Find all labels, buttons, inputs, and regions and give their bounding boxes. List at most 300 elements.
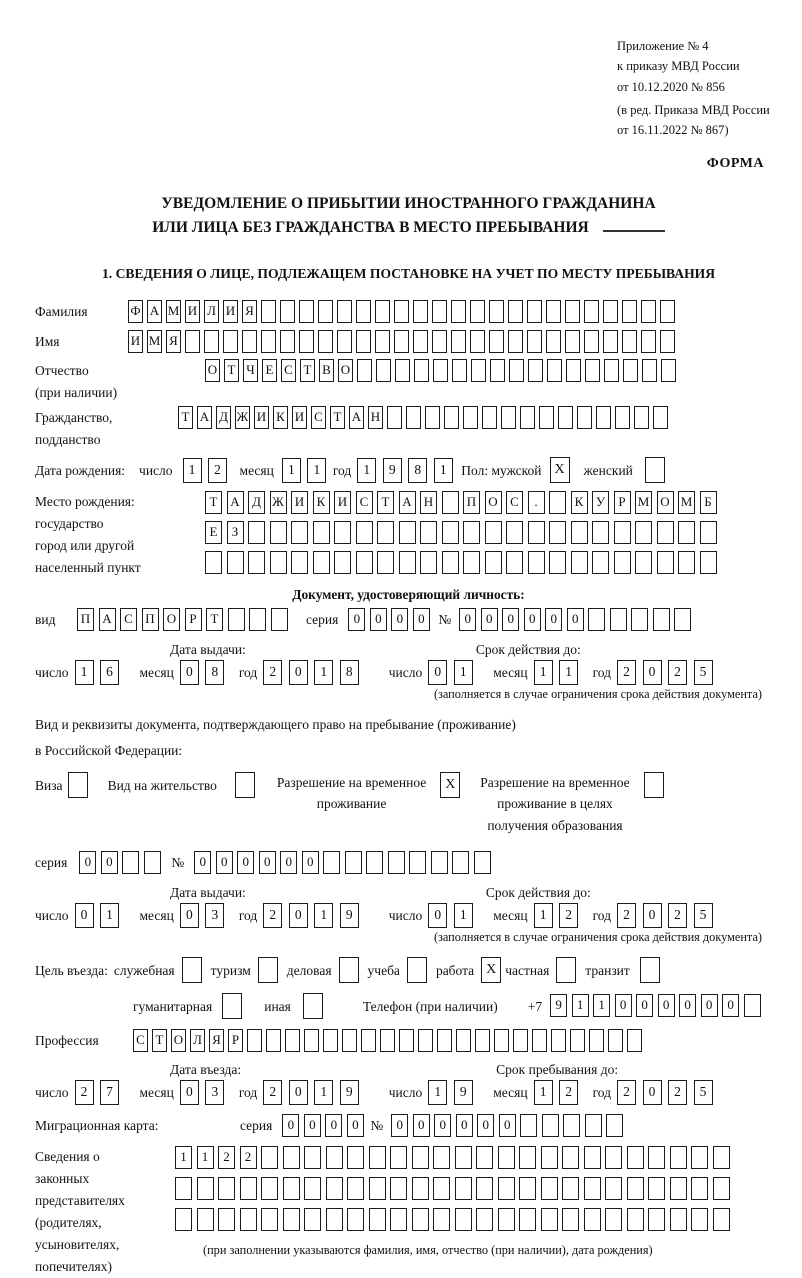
- checkbox-cell[interactable]: X: [550, 457, 570, 483]
- char-cell[interactable]: [451, 330, 466, 353]
- char-cell[interactable]: [661, 359, 676, 382]
- char-cell[interactable]: В: [319, 359, 334, 382]
- purpose-other-checkbox[interactable]: [303, 993, 323, 1019]
- char-cell[interactable]: М: [147, 330, 162, 353]
- char-cell[interactable]: [412, 1146, 429, 1169]
- char-cell[interactable]: [347, 1208, 364, 1231]
- char-cell[interactable]: 1: [314, 1080, 333, 1105]
- char-cell[interactable]: 3: [205, 903, 224, 928]
- char-cell[interactable]: А: [147, 300, 162, 323]
- char-cell[interactable]: [455, 1177, 472, 1200]
- char-cell[interactable]: [412, 1208, 429, 1231]
- char-cell[interactable]: [519, 1208, 536, 1231]
- char-cell[interactable]: [562, 1146, 579, 1169]
- char-cell[interactable]: [369, 1177, 386, 1200]
- char-cell[interactable]: [455, 1146, 472, 1169]
- visa-checkbox[interactable]: [68, 772, 88, 798]
- entry-day-cells[interactable]: [75, 1080, 126, 1105]
- char-cell[interactable]: [563, 1114, 580, 1137]
- char-cell[interactable]: [648, 1208, 665, 1231]
- char-cell[interactable]: У: [592, 491, 609, 514]
- char-cell[interactable]: [608, 1029, 623, 1052]
- char-cell[interactable]: 0: [237, 851, 254, 874]
- char-cell[interactable]: [285, 1029, 300, 1052]
- char-cell[interactable]: 2: [263, 1080, 282, 1105]
- char-cell[interactable]: [442, 491, 459, 514]
- char-cell[interactable]: [326, 1146, 343, 1169]
- char-cell[interactable]: [527, 330, 542, 353]
- char-cell[interactable]: Д: [216, 406, 231, 429]
- char-cell[interactable]: К: [273, 406, 288, 429]
- char-cell[interactable]: [549, 491, 566, 514]
- char-cell[interactable]: М: [635, 491, 652, 514]
- char-cell[interactable]: [519, 1146, 536, 1169]
- checkbox-cell[interactable]: [339, 957, 359, 983]
- char-cell[interactable]: [433, 1208, 450, 1231]
- char-cell[interactable]: Л: [190, 1029, 205, 1052]
- char-cell[interactable]: [345, 851, 362, 874]
- char-cell[interactable]: [406, 406, 421, 429]
- char-cell[interactable]: 0: [289, 903, 308, 928]
- char-cell[interactable]: [648, 1146, 665, 1169]
- char-cell[interactable]: 0: [391, 608, 408, 631]
- char-cell[interactable]: О: [205, 359, 220, 382]
- char-cell[interactable]: 2: [617, 1080, 636, 1105]
- char-cell[interactable]: [691, 1208, 708, 1231]
- char-cell[interactable]: 0: [259, 851, 276, 874]
- char-cell[interactable]: [744, 994, 761, 1017]
- char-cell[interactable]: [390, 1208, 407, 1231]
- char-cell[interactable]: 0: [180, 1080, 199, 1105]
- char-cell[interactable]: 2: [668, 1080, 687, 1105]
- char-cell[interactable]: [442, 521, 459, 544]
- char-cell[interactable]: [678, 521, 695, 544]
- char-cell[interactable]: [471, 359, 486, 382]
- char-cell[interactable]: С: [506, 491, 523, 514]
- surname-cells[interactable]: [128, 300, 679, 323]
- char-cell[interactable]: О: [338, 359, 353, 382]
- phone-cells[interactable]: [550, 994, 765, 1017]
- char-cell[interactable]: [470, 300, 485, 323]
- representatives-cells-row1[interactable]: [175, 1146, 734, 1169]
- char-cell[interactable]: [584, 1208, 601, 1231]
- char-cell[interactable]: [498, 1177, 515, 1200]
- char-cell[interactable]: [660, 330, 675, 353]
- char-cell[interactable]: [592, 521, 609, 544]
- char-cell[interactable]: [266, 1029, 281, 1052]
- purpose-study-checkbox[interactable]: [407, 957, 427, 983]
- char-cell[interactable]: [299, 330, 314, 353]
- char-cell[interactable]: [394, 330, 409, 353]
- char-cell[interactable]: [463, 406, 478, 429]
- char-cell[interactable]: [713, 1177, 730, 1200]
- char-cell[interactable]: [304, 1029, 319, 1052]
- migration-number-cells[interactable]: [391, 1114, 628, 1137]
- char-cell[interactable]: 0: [194, 851, 211, 874]
- char-cell[interactable]: Т: [178, 406, 193, 429]
- sex-female-checkbox[interactable]: [645, 457, 665, 483]
- char-cell[interactable]: И: [185, 300, 200, 323]
- char-cell[interactable]: 2: [668, 903, 687, 928]
- char-cell[interactable]: 0: [280, 851, 297, 874]
- char-cell[interactable]: [635, 551, 652, 574]
- char-cell[interactable]: 2: [218, 1146, 235, 1169]
- char-cell[interactable]: [390, 1177, 407, 1200]
- char-cell[interactable]: М: [678, 491, 695, 514]
- char-cell[interactable]: Р: [228, 1029, 243, 1052]
- birthplace-cells-row1[interactable]: [205, 491, 721, 514]
- char-cell[interactable]: [455, 1208, 472, 1231]
- char-cell[interactable]: М: [166, 300, 181, 323]
- char-cell[interactable]: [691, 1177, 708, 1200]
- char-cell[interactable]: А: [399, 491, 416, 514]
- char-cell[interactable]: 1: [534, 903, 553, 928]
- char-cell[interactable]: [489, 300, 504, 323]
- char-cell[interactable]: 3: [205, 1080, 224, 1105]
- char-cell[interactable]: 0: [615, 994, 632, 1017]
- char-cell[interactable]: [442, 551, 459, 574]
- birth-day-cells[interactable]: [183, 458, 234, 483]
- char-cell[interactable]: 0: [347, 1114, 364, 1137]
- char-cell[interactable]: [596, 406, 611, 429]
- char-cell[interactable]: [414, 359, 429, 382]
- char-cell[interactable]: [356, 521, 373, 544]
- stay-day-cells[interactable]: [428, 1080, 479, 1105]
- char-cell[interactable]: 0: [413, 1114, 430, 1137]
- char-cell[interactable]: [375, 330, 390, 353]
- char-cell[interactable]: [641, 300, 656, 323]
- char-cell[interactable]: 2: [559, 903, 578, 928]
- char-cell[interactable]: [249, 608, 266, 631]
- char-cell[interactable]: [357, 359, 372, 382]
- char-cell[interactable]: [513, 1029, 528, 1052]
- char-cell[interactable]: [585, 1114, 602, 1137]
- char-cell[interactable]: [197, 1177, 214, 1200]
- char-cell[interactable]: [588, 608, 605, 631]
- char-cell[interactable]: Р: [185, 608, 202, 631]
- char-cell[interactable]: Б: [700, 491, 717, 514]
- char-cell[interactable]: 9: [340, 903, 359, 928]
- char-cell[interactable]: 0: [180, 660, 199, 685]
- residence-permit-checkbox[interactable]: [235, 772, 255, 798]
- char-cell[interactable]: [622, 300, 637, 323]
- char-cell[interactable]: [337, 300, 352, 323]
- char-cell[interactable]: [228, 608, 245, 631]
- char-cell[interactable]: 5: [694, 660, 713, 685]
- iddoc-valid-month-cells[interactable]: [534, 660, 585, 685]
- char-cell[interactable]: [551, 1029, 566, 1052]
- char-cell[interactable]: [375, 300, 390, 323]
- char-cell[interactable]: [627, 1146, 644, 1169]
- char-cell[interactable]: Т: [152, 1029, 167, 1052]
- char-cell[interactable]: [356, 330, 371, 353]
- char-cell[interactable]: 1: [282, 458, 301, 483]
- char-cell[interactable]: [474, 851, 491, 874]
- char-cell[interactable]: [342, 1029, 357, 1052]
- char-cell[interactable]: [610, 608, 627, 631]
- char-cell[interactable]: [304, 1177, 321, 1200]
- char-cell[interactable]: 9: [340, 1080, 359, 1105]
- char-cell[interactable]: [520, 1114, 537, 1137]
- char-cell[interactable]: Ч: [243, 359, 258, 382]
- char-cell[interactable]: [606, 1114, 623, 1137]
- char-cell[interactable]: 0: [524, 608, 541, 631]
- iddoc-issue-year-cells[interactable]: [263, 660, 365, 685]
- char-cell[interactable]: [291, 521, 308, 544]
- char-cell[interactable]: [326, 1208, 343, 1231]
- char-cell[interactable]: [506, 551, 523, 574]
- char-cell[interactable]: [218, 1177, 235, 1200]
- char-cell[interactable]: И: [254, 406, 269, 429]
- char-cell[interactable]: [571, 521, 588, 544]
- char-cell[interactable]: 0: [289, 1080, 308, 1105]
- char-cell[interactable]: [205, 551, 222, 574]
- char-cell[interactable]: 2: [617, 903, 636, 928]
- char-cell[interactable]: [603, 300, 618, 323]
- char-cell[interactable]: [532, 1029, 547, 1052]
- char-cell[interactable]: [571, 551, 588, 574]
- char-cell[interactable]: [508, 330, 523, 353]
- char-cell[interactable]: 0: [481, 608, 498, 631]
- char-cell[interactable]: 0: [658, 994, 675, 1017]
- char-cell[interactable]: [437, 1029, 452, 1052]
- char-cell[interactable]: [494, 1029, 509, 1052]
- char-cell[interactable]: [399, 521, 416, 544]
- char-cell[interactable]: 2: [668, 660, 687, 685]
- birth-year-cells[interactable]: [357, 458, 459, 483]
- birthplace-cells-row3[interactable]: [205, 551, 721, 574]
- char-cell[interactable]: 1: [434, 458, 453, 483]
- char-cell[interactable]: [490, 359, 505, 382]
- checkbox-cell[interactable]: [645, 457, 665, 483]
- char-cell[interactable]: Я: [242, 300, 257, 323]
- char-cell[interactable]: [261, 330, 276, 353]
- char-cell[interactable]: [605, 1208, 622, 1231]
- char-cell[interactable]: Я: [209, 1029, 224, 1052]
- char-cell[interactable]: [501, 406, 516, 429]
- char-cell[interactable]: 1: [593, 994, 610, 1017]
- char-cell[interactable]: [144, 851, 161, 874]
- char-cell[interactable]: [475, 1029, 490, 1052]
- char-cell[interactable]: 1: [534, 1080, 553, 1105]
- char-cell[interactable]: [585, 359, 600, 382]
- char-cell[interactable]: С: [356, 491, 373, 514]
- iddoc-series-cells[interactable]: [348, 608, 434, 631]
- char-cell[interactable]: [227, 551, 244, 574]
- char-cell[interactable]: 1: [454, 660, 473, 685]
- char-cell[interactable]: 0: [499, 1114, 516, 1137]
- char-cell[interactable]: [451, 300, 466, 323]
- char-cell[interactable]: [584, 1146, 601, 1169]
- char-cell[interactable]: А: [349, 406, 364, 429]
- char-cell[interactable]: Ж: [270, 491, 287, 514]
- char-cell[interactable]: 0: [434, 1114, 451, 1137]
- migration-series-cells[interactable]: [282, 1114, 368, 1137]
- birthplace-cells-row2[interactable]: [205, 521, 721, 544]
- char-cell[interactable]: [283, 1208, 300, 1231]
- stay-year-cells[interactable]: [617, 1080, 719, 1105]
- iddoc-kind-cells[interactable]: [77, 608, 292, 631]
- char-cell[interactable]: [627, 1029, 642, 1052]
- profession-cells[interactable]: [133, 1029, 646, 1052]
- char-cell[interactable]: Д: [248, 491, 265, 514]
- char-cell[interactable]: [347, 1177, 364, 1200]
- char-cell[interactable]: С: [120, 608, 137, 631]
- char-cell[interactable]: [399, 551, 416, 574]
- char-cell[interactable]: [470, 330, 485, 353]
- char-cell[interactable]: [622, 330, 637, 353]
- char-cell[interactable]: 1: [357, 458, 376, 483]
- char-cell[interactable]: Л: [204, 300, 219, 323]
- char-cell[interactable]: [270, 521, 287, 544]
- char-cell[interactable]: [463, 551, 480, 574]
- char-cell[interactable]: [418, 1029, 433, 1052]
- char-cell[interactable]: [713, 1146, 730, 1169]
- char-cell[interactable]: 0: [304, 1114, 321, 1137]
- birth-month-cells[interactable]: [282, 458, 333, 483]
- char-cell[interactable]: [615, 406, 630, 429]
- char-cell[interactable]: [653, 406, 668, 429]
- char-cell[interactable]: [519, 1177, 536, 1200]
- char-cell[interactable]: [604, 359, 619, 382]
- char-cell[interactable]: [670, 1208, 687, 1231]
- char-cell[interactable]: [223, 330, 238, 353]
- char-cell[interactable]: [476, 1208, 493, 1231]
- char-cell[interactable]: А: [197, 406, 212, 429]
- char-cell[interactable]: 1: [197, 1146, 214, 1169]
- purpose-humanitarian-checkbox[interactable]: [222, 993, 242, 1019]
- char-cell[interactable]: [678, 551, 695, 574]
- char-cell[interactable]: [270, 551, 287, 574]
- char-cell[interactable]: [614, 521, 631, 544]
- char-cell[interactable]: [261, 1208, 278, 1231]
- char-cell[interactable]: [280, 330, 295, 353]
- char-cell[interactable]: 8: [340, 660, 359, 685]
- char-cell[interactable]: [489, 330, 504, 353]
- char-cell[interactable]: [122, 851, 139, 874]
- patronymic-cells[interactable]: [205, 359, 680, 382]
- char-cell[interactable]: [388, 851, 405, 874]
- char-cell[interactable]: Т: [377, 491, 394, 514]
- char-cell[interactable]: [185, 330, 200, 353]
- char-cell[interactable]: [541, 1208, 558, 1231]
- char-cell[interactable]: [700, 521, 717, 544]
- char-cell[interactable]: [283, 1146, 300, 1169]
- char-cell[interactable]: [641, 330, 656, 353]
- char-cell[interactable]: 8: [408, 458, 427, 483]
- char-cell[interactable]: [528, 551, 545, 574]
- char-cell[interactable]: [380, 1029, 395, 1052]
- checkbox-cell[interactable]: [407, 957, 427, 983]
- char-cell[interactable]: 8: [205, 660, 224, 685]
- char-cell[interactable]: О: [171, 1029, 186, 1052]
- char-cell[interactable]: [549, 551, 566, 574]
- char-cell[interactable]: [175, 1177, 192, 1200]
- char-cell[interactable]: [377, 521, 394, 544]
- char-cell[interactable]: [485, 551, 502, 574]
- char-cell[interactable]: [304, 1208, 321, 1231]
- char-cell[interactable]: 6: [100, 660, 119, 685]
- char-cell[interactable]: 1: [100, 903, 119, 928]
- char-cell[interactable]: [248, 521, 265, 544]
- char-cell[interactable]: [577, 406, 592, 429]
- stay-month-cells[interactable]: [534, 1080, 585, 1105]
- entry-month-cells[interactable]: [180, 1080, 231, 1105]
- char-cell[interactable]: [323, 1029, 338, 1052]
- char-cell[interactable]: [395, 359, 410, 382]
- permit-series-cells[interactable]: [79, 851, 165, 874]
- char-cell[interactable]: [565, 330, 580, 353]
- char-cell[interactable]: [528, 521, 545, 544]
- char-cell[interactable]: [420, 551, 437, 574]
- char-cell[interactable]: [482, 406, 497, 429]
- char-cell[interactable]: [614, 551, 631, 574]
- char-cell[interactable]: Н: [420, 491, 437, 514]
- char-cell[interactable]: 0: [459, 608, 476, 631]
- name-cells[interactable]: [128, 330, 679, 353]
- char-cell[interactable]: 1: [183, 458, 202, 483]
- char-cell[interactable]: 5: [694, 1080, 713, 1105]
- checkbox-cell[interactable]: [303, 993, 323, 1019]
- char-cell[interactable]: К: [313, 491, 330, 514]
- char-cell[interactable]: [318, 300, 333, 323]
- char-cell[interactable]: [605, 1146, 622, 1169]
- char-cell[interactable]: [313, 521, 330, 544]
- char-cell[interactable]: [670, 1146, 687, 1169]
- char-cell[interactable]: .: [528, 491, 545, 514]
- char-cell[interactable]: 0: [289, 660, 308, 685]
- char-cell[interactable]: [657, 551, 674, 574]
- char-cell[interactable]: [369, 1208, 386, 1231]
- purpose-official-checkbox[interactable]: [182, 957, 202, 983]
- char-cell[interactable]: [584, 330, 599, 353]
- char-cell[interactable]: [509, 359, 524, 382]
- char-cell[interactable]: [691, 1146, 708, 1169]
- char-cell[interactable]: Н: [368, 406, 383, 429]
- char-cell[interactable]: 0: [325, 1114, 342, 1137]
- char-cell[interactable]: 0: [302, 851, 319, 874]
- checkbox-cell[interactable]: [644, 772, 664, 798]
- char-cell[interactable]: [546, 300, 561, 323]
- char-cell[interactable]: Т: [300, 359, 315, 382]
- char-cell[interactable]: 2: [263, 903, 282, 928]
- char-cell[interactable]: [549, 521, 566, 544]
- char-cell[interactable]: И: [128, 330, 143, 353]
- char-cell[interactable]: [280, 300, 295, 323]
- char-cell[interactable]: [570, 1029, 585, 1052]
- char-cell[interactable]: [432, 330, 447, 353]
- char-cell[interactable]: [409, 851, 426, 874]
- char-cell[interactable]: [634, 406, 649, 429]
- char-cell[interactable]: [584, 1177, 601, 1200]
- char-cell[interactable]: 1: [559, 660, 578, 685]
- permit-valid-day-cells[interactable]: [428, 903, 479, 928]
- char-cell[interactable]: [562, 1177, 579, 1200]
- char-cell[interactable]: [558, 406, 573, 429]
- char-cell[interactable]: А: [227, 491, 244, 514]
- checkbox-cell[interactable]: [556, 957, 576, 983]
- char-cell[interactable]: О: [657, 491, 674, 514]
- char-cell[interactable]: [541, 1177, 558, 1200]
- char-cell[interactable]: [361, 1029, 376, 1052]
- iddoc-valid-day-cells[interactable]: [428, 660, 479, 685]
- char-cell[interactable]: [356, 551, 373, 574]
- purpose-transit-checkbox[interactable]: [640, 957, 660, 983]
- char-cell[interactable]: [390, 1146, 407, 1169]
- char-cell[interactable]: [304, 1146, 321, 1169]
- iddoc-issue-month-cells[interactable]: [180, 660, 231, 685]
- char-cell[interactable]: [700, 551, 717, 574]
